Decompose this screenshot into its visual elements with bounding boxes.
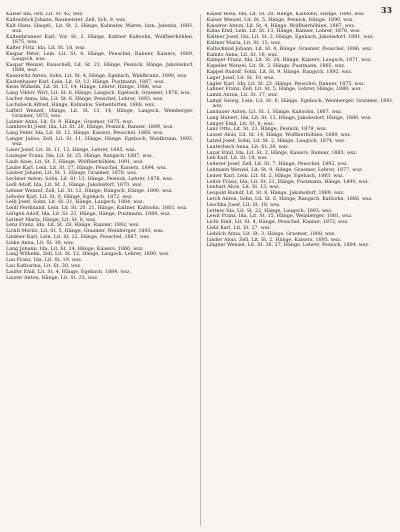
directory-entry: Lieblich Anna, Lit. St. 3, Hänge, Grasmer, 1888, wsz. (206, 231, 336, 237)
directory-entry: Kamper Franz, Ida, Lit. St. 24, Hänge, Kaisers, Laugsch, 1871, wsz. (206, 58, 372, 64)
directory-entry: Kaiser Rosa, Ida, Lit. St. 20, Hänge, Kaltsohn, Hänge, 1880, wsz. (206, 12, 365, 17)
right-column (207, 12, 395, 526)
directory-entry: Lichtl Moritz, Lit. St. 5, Hänge, Grasmer, Weinberger, 1893, wsz. (6, 229, 165, 235)
directory-entry: Lampl Georg, Lein. Lit. St. 6, Hänge, Egebach, Weinberger, Grasmer, 1891, wsz. (206, 98, 394, 110)
directory-entry: Kapeller Wenzel, Lit. St. 3, Hänge, Pustmann, 1885, wsz. (206, 64, 346, 70)
directory-entry: Kaltner Maria, Lit. St. 15, wsz. (206, 40, 282, 46)
directory-entry: Kappel Rudolf, Sohn, Lit. St. 9, Hänge, Rangsch, 1892, wsz. (206, 69, 353, 75)
directory-entry: Kalt Hans, Hauptl., Lit. St. 2, Hänge, Kalmsbw. Waren, Iszn. Jalentis, 1893, wsz. (6, 23, 194, 34)
directory-entry: Lacher Anna, Ida, Lit. St. 6, Hänge, Peuschel, Lehrer, 1893, wsz. (6, 96, 164, 102)
directory-entry: Kaiser Ida, östl. Lit. St. 42, wsz. (6, 12, 84, 17)
directory-entry: Kaspar Wenzel, Rauschell, Lit. St. 21, Hänge, Pesnick, Hänge, Jakobsdorf, 1884, wsz. (6, 62, 194, 73)
directory-entry: Lauterbach Anna, Lit. St. 26, wsz. (206, 144, 290, 150)
directory-entry: Lau Katharina, Lit. St. 30, wsz. (6, 264, 82, 270)
directory-entry: Lenz Franz, Ida, Lit. St. 28, Hänge, Ranner, 1892, wsz. (6, 223, 140, 229)
directory-entry: Kaltenbrunner Karl, Vor. St. 2, Hänge, Kaltner Kaltsohn, Wolfbierhöhlen, 1875, wsz. (6, 34, 194, 45)
directory-entry: Lang Johann, Ida, Lit. St. 24, Hänge, Kaisers, 1866, wsz. (6, 246, 144, 252)
directory-entry: Leopold Rudolf, Lit. St. 8, Hänge, Jakobsdorf, 1869, wsz. (206, 191, 345, 197)
directory-entry: Kastenbauer Karl, Lein. Lit. St. 12, Hänge, Pustmann, 1887, wsz. (6, 79, 165, 85)
directory-entry: Lagler Karl, Ida, Lit. St. 22, Hänge, Peuschel, Ranner, 1875, wsz. (206, 81, 366, 87)
directory-entry: Leschka Josef, Lit. St. 18, wsz. (206, 202, 281, 208)
directory-entry: Licht Emil, Lit. St. 4, Hänge, Peuschel, Ranner, 1872, wsz. (206, 220, 349, 226)
left-column (6, 12, 194, 526)
directory-entry: Laurer Anton, Hänge, Lit. St. 25, wsz. (6, 275, 99, 281)
directory-entry: Kalas Emil, Lein. Lit. St. 13, Hänge, Ranner, Lehrer, 1876, wsz. (206, 29, 361, 35)
directory-entry: Lingner Wenzel, Lit. St. 26, 27, Hänge, Lehrer, Pesnick, 1894, wsz. (206, 243, 370, 249)
directory-entry: Lazar Emil, Ida, Lit. St. 2, Hänge, Kaisers, Ranner, 1885, wsz. (206, 150, 358, 156)
directory-entry: Kaltschmid Johann, Lit. St. 4, Hänge, Grasmer, Peuschel, 1886, wsz. (206, 46, 373, 52)
directory-entry: Leiner Karl, Lein. Lit. St. 2, Hänge, Egebach, 1883, wsz. (206, 173, 345, 179)
directory-entry: Lettner Ida, Lit. St. 22, Hänge, Laugsch, 1893, wsz. (206, 208, 333, 214)
page-number: 33 (380, 5, 392, 15)
column-divider (200, 14, 201, 526)
directory-entry: Lambrecht Josef, Ida, Lit. St. 20, Hänge, Pesnick, Ranner, 1889, wsz. (6, 125, 174, 131)
directory-entry: Kaiserer Anton, Lit. St. 4, Hänge, Wolfbierhöhlen, 1887, wsz. (206, 23, 356, 29)
directory-entry: Lanz Otto, Lit. St. 23, Hänge, Pesnick, 1879, wsz. (206, 127, 328, 133)
directory-entry: Lechner Anton, Sohn, Lit. St. 13, Hänge, Pesnick, Lehrer, 1876, wsz. (6, 177, 174, 183)
directory-entry: Lachsbeck Alfred, Hänge, Kalmsbw. Siebenhirten, 1888, wsz. (6, 102, 156, 108)
directory-entry: Lerch Anton, Sohn, Lit. St. 6, Hänge, Rangsch, Kaltsohn, 1886, wsz. (206, 197, 373, 202)
directory-entry: Lasinger Franz, Ida, Lit. St. 25, Hänge, Rangsch, 1887, wsz. (6, 153, 153, 159)
directory-entry: Lamm Anton, Lit. St. 17, wsz. (206, 93, 279, 99)
directory-entry: Lederer Josef, Zell, Lit. St. 7, Hänge, Peuschel, 1892, wsz. (206, 162, 349, 168)
directory-entry: Leitner Maria, Hänge, Lit. St. 8, wsz. (6, 217, 97, 223)
directory-entry: Laser Josef, Lit. St. 11, 12, Hänge, Lehrer, 1885, wsz. (6, 148, 137, 154)
directory-entry: Leib Josef, Sohn, Lit. St. 21, Hänge, Laugsch, 1884, wsz. (6, 200, 144, 206)
directory-entry: Lauber Johann, Lit. St. 1, Hänge, Grasmer, 1878, wsz. (6, 171, 138, 177)
directory-entry: Latzel Josef, Sohn, Lit. St. 2, Hänge, Laugsch, 1874, wsz. (206, 139, 346, 145)
two-column-directory (6, 12, 394, 526)
directory-entry: Kaltenböck Johann, Baumeister, Zell, Sch. 9, wsz. (6, 17, 127, 23)
directory-entry: Kaspar Peter, Lein. Lit. St. 4, Hänge, Peuschel, Ranner, Kaisers, 1869, Laugsch, wsz. (6, 51, 194, 62)
directory-entry: Lindner Karl, Lein. Lit. St. 22, Hänge, Peuschel, 1887, wsz. (6, 235, 151, 241)
directory-entry: Lewit Franz, Ida, Lit. St. 15, Hänge, Weinberger, 1881, wsz. (206, 214, 353, 220)
directory-entry: Lang Hubert, Ida, Lit. St. 11, Hänge, Jakobsdorf, Hänge, 1888, wsz. (206, 115, 372, 121)
directory-entry: Lang Wilhelm, Zell, Lit. St. 12, Hänge, Laugsch, Lehrer, 1890, wsz. (6, 252, 170, 258)
directory-entry: Kamitz Anna, Lit. St. 16, wsz. (206, 52, 279, 58)
directory-entry: Leiter Franz, Ida, Lit. St. 21, Hänge, Pustmann, Hänge, 1890, wsz. (206, 179, 370, 185)
directory-entry: Kaiser Wenzel, Lit. St. 5, Hänge, Pesnick, Hänge, 1890, wsz. (206, 17, 354, 23)
directory-entry: Keiss Wilhelm, Lit. St. 13, 14, Hänge, Lehrer, Hänge, 1886, wsz. (6, 85, 163, 91)
directory-entry: Lang Peter, Ida, Lit. St. 12, Hänge, Kaisers, Peuschel, 1868, wsz. (6, 131, 164, 137)
directory-entry: Lang Viktor, Wirt, Lit. St. 6, Hänge, Laugsch, Egebach, Grasmer, 1876, wsz. (6, 91, 192, 97)
directory-entry: Lehner Wenzel, Zell, Lit. St. 12, Hänge, Rangsch, Hänge, 1890, wsz. (6, 188, 173, 194)
directory-entry: Kalter Fritz, Ida, Lit. St. 18, wsz. (6, 45, 86, 51)
directory-entry: Lehofer Karl, Lit. St. 6, Hänge, Egebach, 1872, wsz. (6, 194, 133, 200)
directory-entry: Kaltner Josef, Ida, Lit. St. 2, Hänge, Egebach, Jakobsdorf, 1891, wsz. (206, 35, 375, 41)
directory-entry: Langer Emil, Lit. St. 8, wsz. (206, 121, 275, 127)
directory-entry: Lenhart Alois, Lit. St. 13, wsz. (206, 185, 280, 191)
directory-entry: Liebl Karl, Lit. St. 27, wsz. (206, 225, 272, 231)
directory-entry: Laube Karl, Lein. Lit. St. 17, Hänge, Peuschel, Kaisers, 1894, wsz. (6, 165, 168, 171)
directory-entry: Lafferl Wenzel, Hänge, Lit. St. 13, 14, Hänge, Laugsch, Weinberger, Grasmer, 1873, wsz. (6, 108, 194, 119)
directory-entry: Laub Alois, Lit. St. 5, Hänge, Wolfbierhöhlen, 1891, wsz. (6, 159, 144, 165)
directory-entry: Leidl Ferdinand, Lein. Lit. St. 20, 21, Hänge, Kaltner, Kaltsohn, 1883, wsz. (6, 206, 188, 212)
directory-entry: Leb Karl, Lit. St. 19, wsz. (206, 156, 269, 162)
directory-entry: Laufer Emil, Lit. St. 4, Hänge, Egebach, 1884, wsz. (6, 269, 131, 275)
directory-entry: Lahner Franz, Zell, Lit. St. 5, Hänge, Lehrer, Hänge, 1880, wsz. (206, 87, 363, 93)
directory-entry: Langer Julius, Zell, Lit. St. 11, Hänge, Hänge, Egebach, Waldbrunn, 1892, wsz. (6, 137, 194, 148)
directory-entry: Landauer Anton, Lit. St. 1, Hänge, Kaltsohn, 1867, wsz. (206, 110, 343, 116)
directory-entry: Laimer Anna, Lit. St. 9, Hänge, Grasmer, 1875, wsz. (6, 119, 134, 125)
directory-entry: Ledl Adolf, Ida, Lit. St. 2, Hänge, Jakobsdorf, 1870, wsz. (6, 182, 143, 188)
directory-entry: Lasser Alois, Lit. St. 14, Hänge, Wolfbierhöhlen, 1889, wsz. (206, 133, 352, 139)
directory-entry: Linder Alois, Zell, Lit. St. 2, Hänge, Kaisers, 1895, wsz. (206, 237, 342, 243)
directory-entry: Lau Franz, Ida, Lit. St. 19, wsz. (6, 258, 83, 264)
directory-entry: Leitgeb Adolf, Ida, Lit. St. 22, Hänge, Hänge, Pustmann, 1889, wsz. (6, 211, 171, 217)
directory-entry: Lehmann Wenzel, Lit. St. 9, Hänge, Grasmer, Lehrer, 1877, wsz. (206, 168, 363, 174)
directory-entry: Linke Anna, Lit. St. 18, wsz. (6, 240, 75, 246)
directory-entry: Lager Josef, Lit. St. 10, wsz. (206, 75, 275, 81)
directory-entry: Kassowitz Anton, Sohn, Lit. St. 4, Hänge, Egebach, Waldbrunn, 1890, wsz. (6, 73, 188, 79)
